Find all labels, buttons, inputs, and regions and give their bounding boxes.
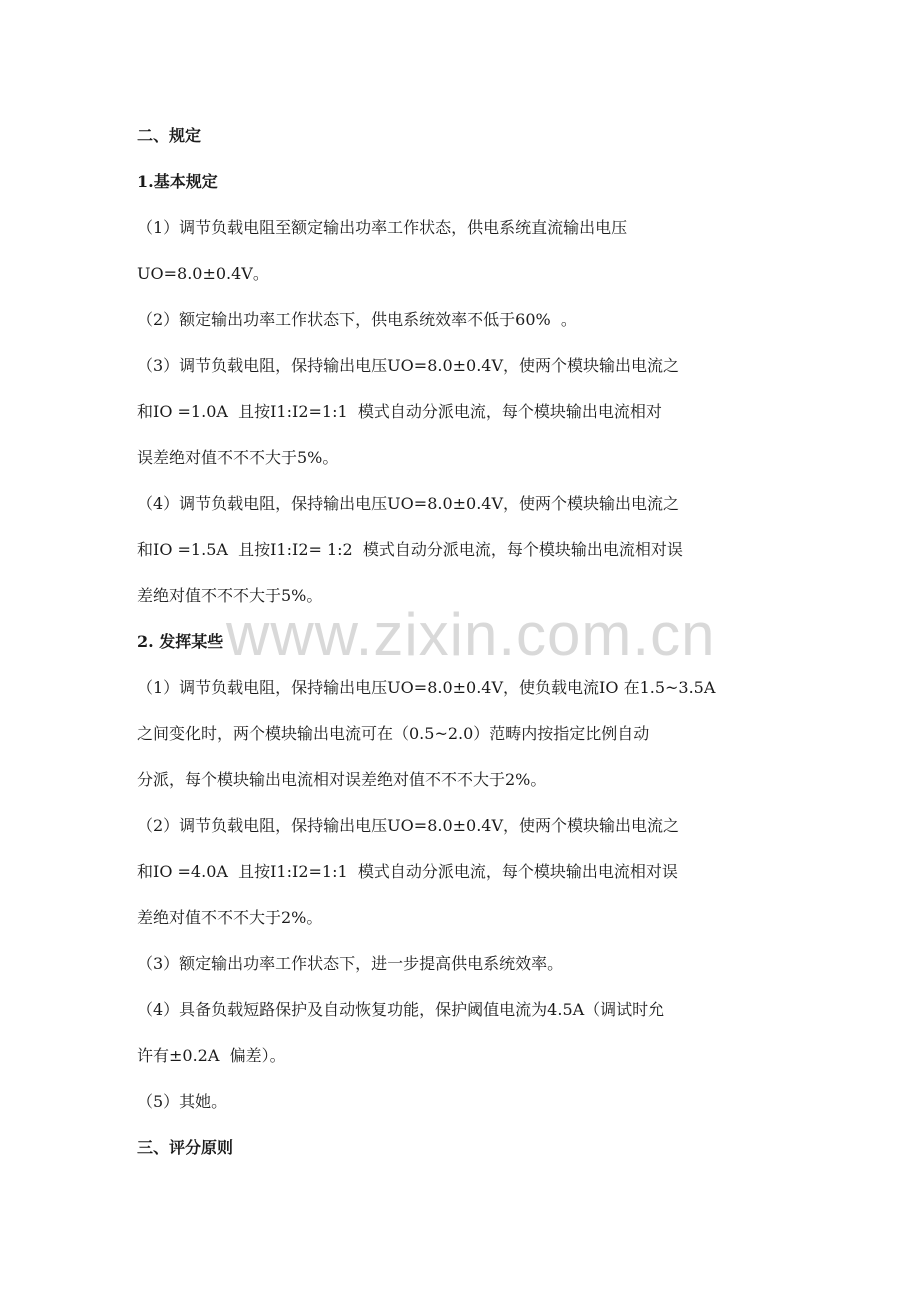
extended-req-line: 差绝对值不不不大于2%。	[137, 908, 323, 927]
subsection-title-extended: 2. 发挥某些	[137, 632, 224, 651]
basic-req-line: 误差绝对值不不不大于5%。	[137, 448, 339, 467]
basic-req-line: 和IO =1.0A 且按I1:I2=1:1 模式自动分派电流，每个模块输出电流相对	[137, 402, 662, 421]
extended-req-line: （4）具备负载短路保护及自动恢复功能，保护阈值电流为4.5A（调试时允	[137, 1000, 665, 1019]
subsection-title-basic: 1.基本规定	[137, 172, 218, 191]
extended-req-line: 之间变化时，两个模块输出电流可在（0.5~2.0）范畴内按指定比例自动	[137, 724, 650, 743]
section-heading-scoring: 三、评分原则	[137, 1138, 234, 1157]
section-heading-requirements: 二、规定	[137, 126, 202, 145]
extended-req-line: 分派，每个模块输出电流相对误差绝对值不不不大于2%。	[137, 770, 547, 789]
basic-req-line: （1）调节负载电阻至额定输出功率工作状态，供电系统直流输出电压	[137, 218, 628, 237]
basic-req-line: 和IO =1.5A 且按I1:I2= 1:2 模式自动分派电流，每个模块输出电流相对误	[137, 540, 683, 559]
extended-req-line: （2）调节负载电阻，保持输出电压UO=8.0±0.4V，使两个模块输出电流之	[137, 816, 680, 835]
basic-req-line: （4）调节负载电阻，保持输出电压UO=8.0±0.4V，使两个模块输出电流之	[137, 494, 680, 513]
basic-req-line: （3）调节负载电阻，保持输出电压UO=8.0±0.4V，使两个模块输出电流之	[137, 356, 680, 375]
extended-req-line: 和IO =4.0A 且按I1:I2=1:1 模式自动分派电流，每个模块输出电流相对误	[137, 862, 678, 881]
basic-req-line: （2）额定输出功率工作状态下，供电系统效率不低于60% 。	[137, 310, 577, 329]
extended-req-line: （5）其她。	[137, 1092, 228, 1111]
basic-req-line: 差绝对值不不不大于5%。	[137, 586, 323, 605]
extended-req-line: 许有±0.2A 偏差）。	[137, 1046, 286, 1065]
extended-req-line: （1）调节负载电阻，保持输出电压UO=8.0±0.4V，使负载电流IO 在1.5~3.5A	[137, 678, 716, 697]
watermark: www.zixin.com.cn	[226, 601, 716, 668]
extended-req-line: （3）额定输出功率工作状态下，进一步提高供电系统效率。	[137, 954, 564, 973]
basic-req-line: UO=8.0±0.4V。	[137, 264, 269, 283]
